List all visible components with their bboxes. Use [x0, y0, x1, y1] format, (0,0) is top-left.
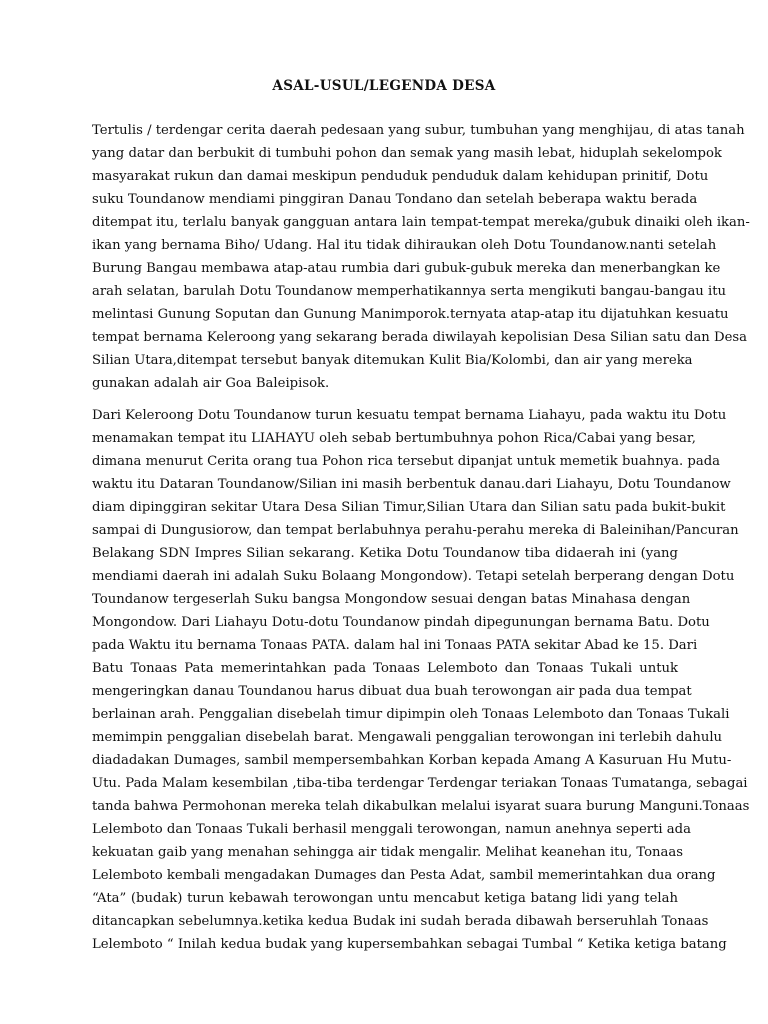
text-line: Lelemboto dan Tonaas Tukali berhasil menggali terowongan, namun anehnya seperti ada [92, 822, 691, 837]
text-line: kekuatan gaib yang menahan sehingga air tidak mengalir. Melihat keanehan itu, Tonaas [92, 845, 684, 860]
text-line: sampai di Dungusiorow, dan tempat berlabuhnya perahu-perahu mereka di Baleinihan/Pancuran [92, 523, 739, 538]
text-line: memimpin penggalian disebelah barat. Mengawali penggalian terowongan ini terlebih dahulu [92, 730, 723, 745]
text-line: mengeringkan danau Toundanou harus dibuat dua buah terowongan air pada dua tempat [92, 684, 692, 699]
text-line: ikan yang bernama Biho/ Udang. Hal itu tidak dihiraukan oleh Dotu Toundanow.nanti setelah [92, 238, 717, 253]
text-line: dimana menurut Cerita orang tua Pohon rica tersebut dipanjat untuk memetik buahnya. pada [92, 454, 721, 469]
text-line: “Ata” (budak) turun kebawah terowongan untu mencabut ketiga batang lidi yang telah [92, 891, 678, 906]
paragraph-2 [92, 404, 750, 956]
text-line: Belakang SDN Impres Silian sekarang. Ketika Dotu Toundanow tiba didaerah ini (yang [92, 546, 678, 561]
text-line: waktu itu Dataran Toundanow/Silian ini masih berbentuk danau.dari Liahayu, Dotu Toundanow [92, 477, 731, 492]
text-line: suku Toundanow mendiami pinggiran Danau Tondano dan setelah beberapa waktu berada [92, 192, 698, 207]
text-line: ditempat itu, terlalu banyak gangguan antara lain tempat-tempat mereka/gubuk dinaiki oleh ikan- [92, 215, 750, 230]
text-line: Tertulis / terdengar cerita daerah pedesaan yang subur, tumbuhan yang menghijau, di atas tanah [92, 123, 745, 138]
text-line: tempat bernama Keleroong yang sekarang berada diwilayah kepolisian Desa Silian satu dan Desa [92, 330, 748, 345]
text-line: arah selatan, barulah Dotu Toundanow memperhatikannya serta mengikuti bangau-bangau itu [92, 284, 726, 299]
text-line: berlainan arah. Penggalian disebelah timur dipimpin oleh Tonaas Lelemboto dan Tonaas Tukali [92, 707, 730, 722]
text-line: Burung Bangau membawa atap-atau rumbia dari gubuk-gubuk mereka dan menerbangkan ke [92, 261, 721, 276]
text-line: melintasi Gunung Soputan dan Gunung Manimporok.ternyata atap-atap itu dijatuhkan kesuatu [92, 307, 729, 322]
text-line: diadadakan Dumages, sambil mempersembahkan Korban kepada Amang A Kasuruan Hu Mutu- [92, 753, 732, 768]
text-line: gunakan adalah air Goa Baleipisok. [92, 376, 330, 391]
text-line: Dari Keleroong Dotu Toundanow turun kesuatu tempat bernama Liahayu, pada waktu itu Dotu [92, 408, 727, 423]
text-line: Silian Utara,ditempat tersebut banyak ditemukan Kulit Bia/Kolombi, dan air yang mereka [92, 353, 693, 368]
text-line: menamakan tempat itu LIAHAYU oleh sebab bertumbuhnya pohon Rica/Cabai yang besar, [92, 431, 696, 446]
text-line: Lelemboto kembali mengadakan Dumages dan Pesta Adat, sambil memerintahkan dua orang [92, 868, 716, 883]
text-line: Utu. Pada Malam kesembilan ,tiba-tiba terdengar Terdengar teriakan Tonaas Tumatanga, sebagai [92, 776, 748, 791]
text-line: Mongondow. Dari Liahayu Dotu-dotu Toundanow pindah dipegunungan bernama Batu. Dotu [92, 615, 710, 630]
text-line: diam dipinggiran sekitar Utara Desa Silian Timur,Silian Utara dan Silian satu pada bukit-bukit [92, 500, 726, 515]
text-line: pada Waktu itu bernama Tonaas PATA. dalam hal ini Tonaas PATA sekitar Abad ke 15. Dari [92, 638, 698, 653]
text-line: tanda bahwa Permohonan mereka telah dikabulkan melalui isyarat suara burung Manguni.Tonaas [92, 799, 750, 814]
text-line: masyarakat rukun dan damai meskipun penduduk penduduk dalam kehidupan prinitif, Dotu [92, 169, 709, 184]
text-line: ditancapkan sebelumnya.ketika kedua Budak ini sudah berada dibawah berseruhlah Tonaas [92, 914, 709, 929]
text-line: Toundanow tergeserlah Suku bangsa Mongondow sesuai dengan batas Minahasa dengan [92, 592, 691, 607]
text-line: Lelemboto “ Inilah kedua budak yang kupersembahkan sebagai Tumbal “ Ketika ketiga batang [92, 937, 727, 952]
text-line: Batu Tonaas Pata memerintahkan pada Tonaas Lelemboto dan Tonaas Tukali untuk [92, 661, 678, 676]
paragraph-1 [92, 119, 750, 395]
text-line: mendiami daerah ini adalah Suku Bolaang Mongondow). Tetapi setelah berperang dengan Dotu [92, 569, 735, 584]
document-title: ASAL-USUL/LEGENDA DESA [272, 78, 496, 94]
text-line: yang datar dan berbukit di tumbuhi pohon dan semak yang masih lebat, hiduplah sekelompok [92, 146, 722, 161]
